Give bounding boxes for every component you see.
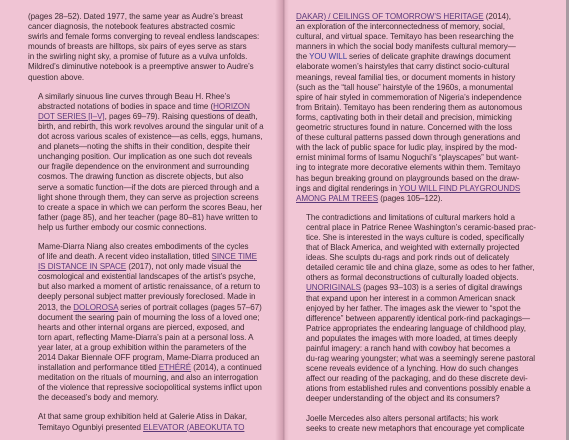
- work-title: DOLOROSA: [73, 302, 119, 312]
- text-line: hearts and other internal organs are pierced, exposed, and: [38, 322, 245, 332]
- text-line: tice. She is interested in the ways culture is coded, specifically: [306, 232, 525, 242]
- text-line: Mildred’s diminutive notebook is a preemptive answer to Audre’s: [28, 62, 254, 72]
- text-line: question above.: [28, 72, 85, 82]
- text-line: meditation on the rituals of mourning, and also an interrogation: [38, 373, 259, 383]
- text-line: torn apart, reflecting Mame-Diarra’s pain at a personal loss. A: [38, 332, 254, 342]
- text-line: Mame-Diarra Niang also creates embodiments of the cycles: [38, 241, 249, 251]
- text-line: IS DISTANCE IN SPACE (2017), not only made visual the: [38, 262, 242, 272]
- work-title: IS DISTANCE IN SPACE: [38, 262, 127, 272]
- work-title: YOU WILL FIND PLAYGROUNDS: [398, 183, 521, 193]
- text-line: 2013, the DOLOROSA series of portrait collages (pages 57–67): [38, 302, 262, 312]
- text-line: serve a somatic function—if the dots are pierced through and a: [38, 182, 259, 192]
- text-line: elaborate women’s hairstyles that carry distinct socio-cultural: [296, 62, 510, 72]
- text-line: in the swirling night sky, a promise of future as a vulva unfolds.: [28, 52, 248, 62]
- body-paragraph: [296, 12, 551, 204]
- work-title: HORIZON: [213, 101, 250, 111]
- text-line: document the searing pain of mourning the loss of a loved one;: [38, 312, 260, 322]
- body-paragraph: [28, 92, 275, 233]
- text-line: AMONG PALM TREES (pages 105–122).: [296, 193, 443, 203]
- text-line: to create a space in which we can perform the scores Beau, her: [38, 202, 263, 212]
- text-line: the YOU WILL series of delicate graphite drawings document: [296, 52, 511, 62]
- text-line: geometric structures found in nature. Concerned with the loss: [296, 123, 513, 133]
- work-title: DAKAR) / CEILINGS OF TOMORROW’S HERITAGE: [296, 12, 484, 21]
- text-line: difference” between apparently identical pork-rind packagings—: [306, 313, 530, 323]
- text-line: cosmos. The drawing function as discrete objects, but also: [38, 172, 244, 182]
- text-line: light shone through them, they can serve as projection screens: [38, 192, 259, 202]
- work-title: ELEVATOR (ABEOKUTA TO: [143, 422, 245, 432]
- text-line: birth, and rebirth, this work revolves around the singular unit of a: [38, 121, 264, 131]
- text-line: DAKAR) / CEILINGS OF TOMORROW’S HERITAGE (2014),: [296, 12, 511, 21]
- text-line: dot across various scales of existence—as cells, eggs, humans,: [38, 132, 263, 142]
- work-title: DOT SERIES [I–V]: [38, 111, 105, 121]
- text-line: manners in which the social body manifests cultural memory—: [296, 42, 516, 52]
- text-line: unchanging position. Our implication as one such dot reveals: [38, 152, 252, 162]
- text-line: ations from established rules and conventions possibly enable a: [306, 384, 531, 394]
- work-title: UNORIGINALS: [306, 283, 361, 293]
- work-title: AMONG PALM TREES: [296, 193, 379, 203]
- text-line: ing to integrate more decorative elements within them. Temitayo: [296, 163, 521, 173]
- text-line: At that same group exhibition held at Galerie Atiss in Dakar,: [38, 412, 247, 422]
- text-line: central place in Patrice Renee Washington’s ceramic-based prac-: [306, 222, 536, 232]
- text-line: has begun breaking ground on playgrounds based on the draw-: [296, 173, 520, 183]
- text-line: father (page 85), and her teacher (page 80–81) have written to: [38, 212, 258, 222]
- work-title: ETHÉRÉ: [158, 363, 192, 373]
- text-line: cancer diagnosis, the notebook features abstracted cosmic: [28, 22, 235, 32]
- text-line: that of Black America, and weighted with externally projected: [306, 243, 520, 253]
- work-title: SINCE TIME: [211, 252, 257, 262]
- text-line: Temitayo Ogunbiyi presented ELEVATOR (ABEOKUTA TO: [38, 422, 245, 432]
- text-line: of life and death. A recent video installation, titled SINCE TIME: [38, 252, 257, 262]
- text-line: abstracted notations of bodies in space and time (HORIZON: [38, 101, 250, 111]
- text-line: (such as the “tall house” hairstyle of the 1960s, a monumental: [296, 82, 513, 92]
- body-paragraph: [28, 12, 275, 83]
- left-page: [0, 0, 283, 440]
- text-line: forms, captivating both in their detail and precision, mimicking: [296, 112, 512, 122]
- text-line: enjoyed by her father. The images ask the viewer to “spot the: [306, 303, 521, 313]
- text-line: cultural, and virtual space. Temitayo has been researching the: [296, 32, 514, 42]
- book-gutter: [275, 0, 289, 440]
- text-line: and populates the images with more loaded, at times deeply: [306, 333, 518, 343]
- text-line: Joelle Mercedes also alters personal artifacts; his work: [306, 413, 499, 423]
- text-line: DOT SERIES [I–V], pages 69–79). Raising questions of death,: [38, 111, 258, 121]
- text-line: Patrice appropriates the endearing language of childhood play,: [306, 323, 526, 333]
- text-line: but also marked a moment of artistic renaissance, of a return to: [38, 282, 261, 292]
- text-line: (pages 28–52). Dated 1977, the same year as Audre’s breast: [28, 12, 243, 21]
- text-line: ernist minimal forms of Isamu Noguchi’s “playscapes” but want-: [296, 153, 519, 163]
- text-line: scene reveals evidence of a lynching. How do such changes: [306, 364, 519, 374]
- text-line: and planets—noting the shifts in their condition, despite their: [38, 142, 251, 152]
- text-line: the deceased’s body and memory.: [38, 393, 159, 403]
- text-line: du-rag wearing youngster; what was a seemingly serene pastoral: [306, 354, 536, 364]
- body-paragraph: [28, 412, 275, 432]
- text-line: 2014 Dakar Biennale OFF program, Mame-Diarra produced an: [38, 353, 260, 362]
- text-line: UNORIGINALS (pages 93–103) is a series of digital drawings: [306, 283, 523, 293]
- text-line: of these cultural patterns passed down through generations and: [296, 133, 521, 143]
- text-line: cosmological and existential landscapes of the artist’s psyche,: [38, 272, 256, 282]
- text-line: help us further embody our cosmic connections.: [38, 222, 207, 232]
- body-paragraph: [296, 213, 551, 405]
- text-line: swirls and female forms converging to reveal endless landscapes:: [28, 32, 260, 42]
- text-line: that expand upon her interest in a common American snack: [306, 293, 516, 303]
- text-line: of the violence that repressive sociopolitical systems inflict upon: [38, 383, 262, 393]
- body-paragraph: [296, 414, 551, 434]
- text-line: painful imagery: a ranch hand with cowboy hat becomes a: [306, 344, 511, 353]
- text-line: seeks to create new metaphors that encourage yet complicate: [306, 423, 525, 433]
- text-line: others as formal deconstructions of culturally loaded objects.: [306, 273, 519, 283]
- text-line: from Britain). Temitayo has been rendering them as autonomous: [296, 102, 523, 112]
- series-title: YOU WILL: [309, 52, 347, 62]
- text-line: ideas. She sculpts du-rags and pork rinds out of delicately: [306, 253, 510, 263]
- body-paragraph: [28, 242, 275, 404]
- text-line: The contradictions and limitations of cultural markers hold a: [306, 212, 515, 222]
- text-line: our fragile dependence on the environment and surrounding: [38, 162, 249, 172]
- text-line: affect our reading of the packaging, and do these discrete devi-: [306, 374, 528, 384]
- text-line: A similarly sinuous line curves through Beau H. Rhee’s: [38, 91, 231, 101]
- text-line: an exploration of the interconnectedness of memory, social,: [296, 22, 505, 32]
- text-line: installation and performance titled ETHÉRÉ (2014), a continued: [38, 363, 262, 373]
- right-page: [283, 0, 569, 440]
- text-line: ings and digital renderings in YOU WILL FIND PLAYGROUNDS: [296, 183, 521, 193]
- text-line: with the lack of public space for ludic play, inspired by the mod-: [296, 143, 518, 153]
- text-line: mounds of breasts are hilltops, six pairs of eyes serve as stars: [28, 42, 247, 52]
- text-line: deeply personal subject matter previously foreclosed. Made in: [38, 292, 256, 302]
- text-line: spire of hair styled in commemoration of Nigeria’s independence: [296, 92, 522, 102]
- text-line: meanings, reveal familial ties, or document moments in history: [296, 72, 516, 82]
- text-line: year later, at a group exhibition within the parameters of the: [38, 342, 247, 352]
- text-line: detailed ceramic tile and china glaze, some as odes to her father,: [306, 263, 535, 273]
- text-line: deeper understanding of the object and its consumers?: [306, 394, 500, 404]
